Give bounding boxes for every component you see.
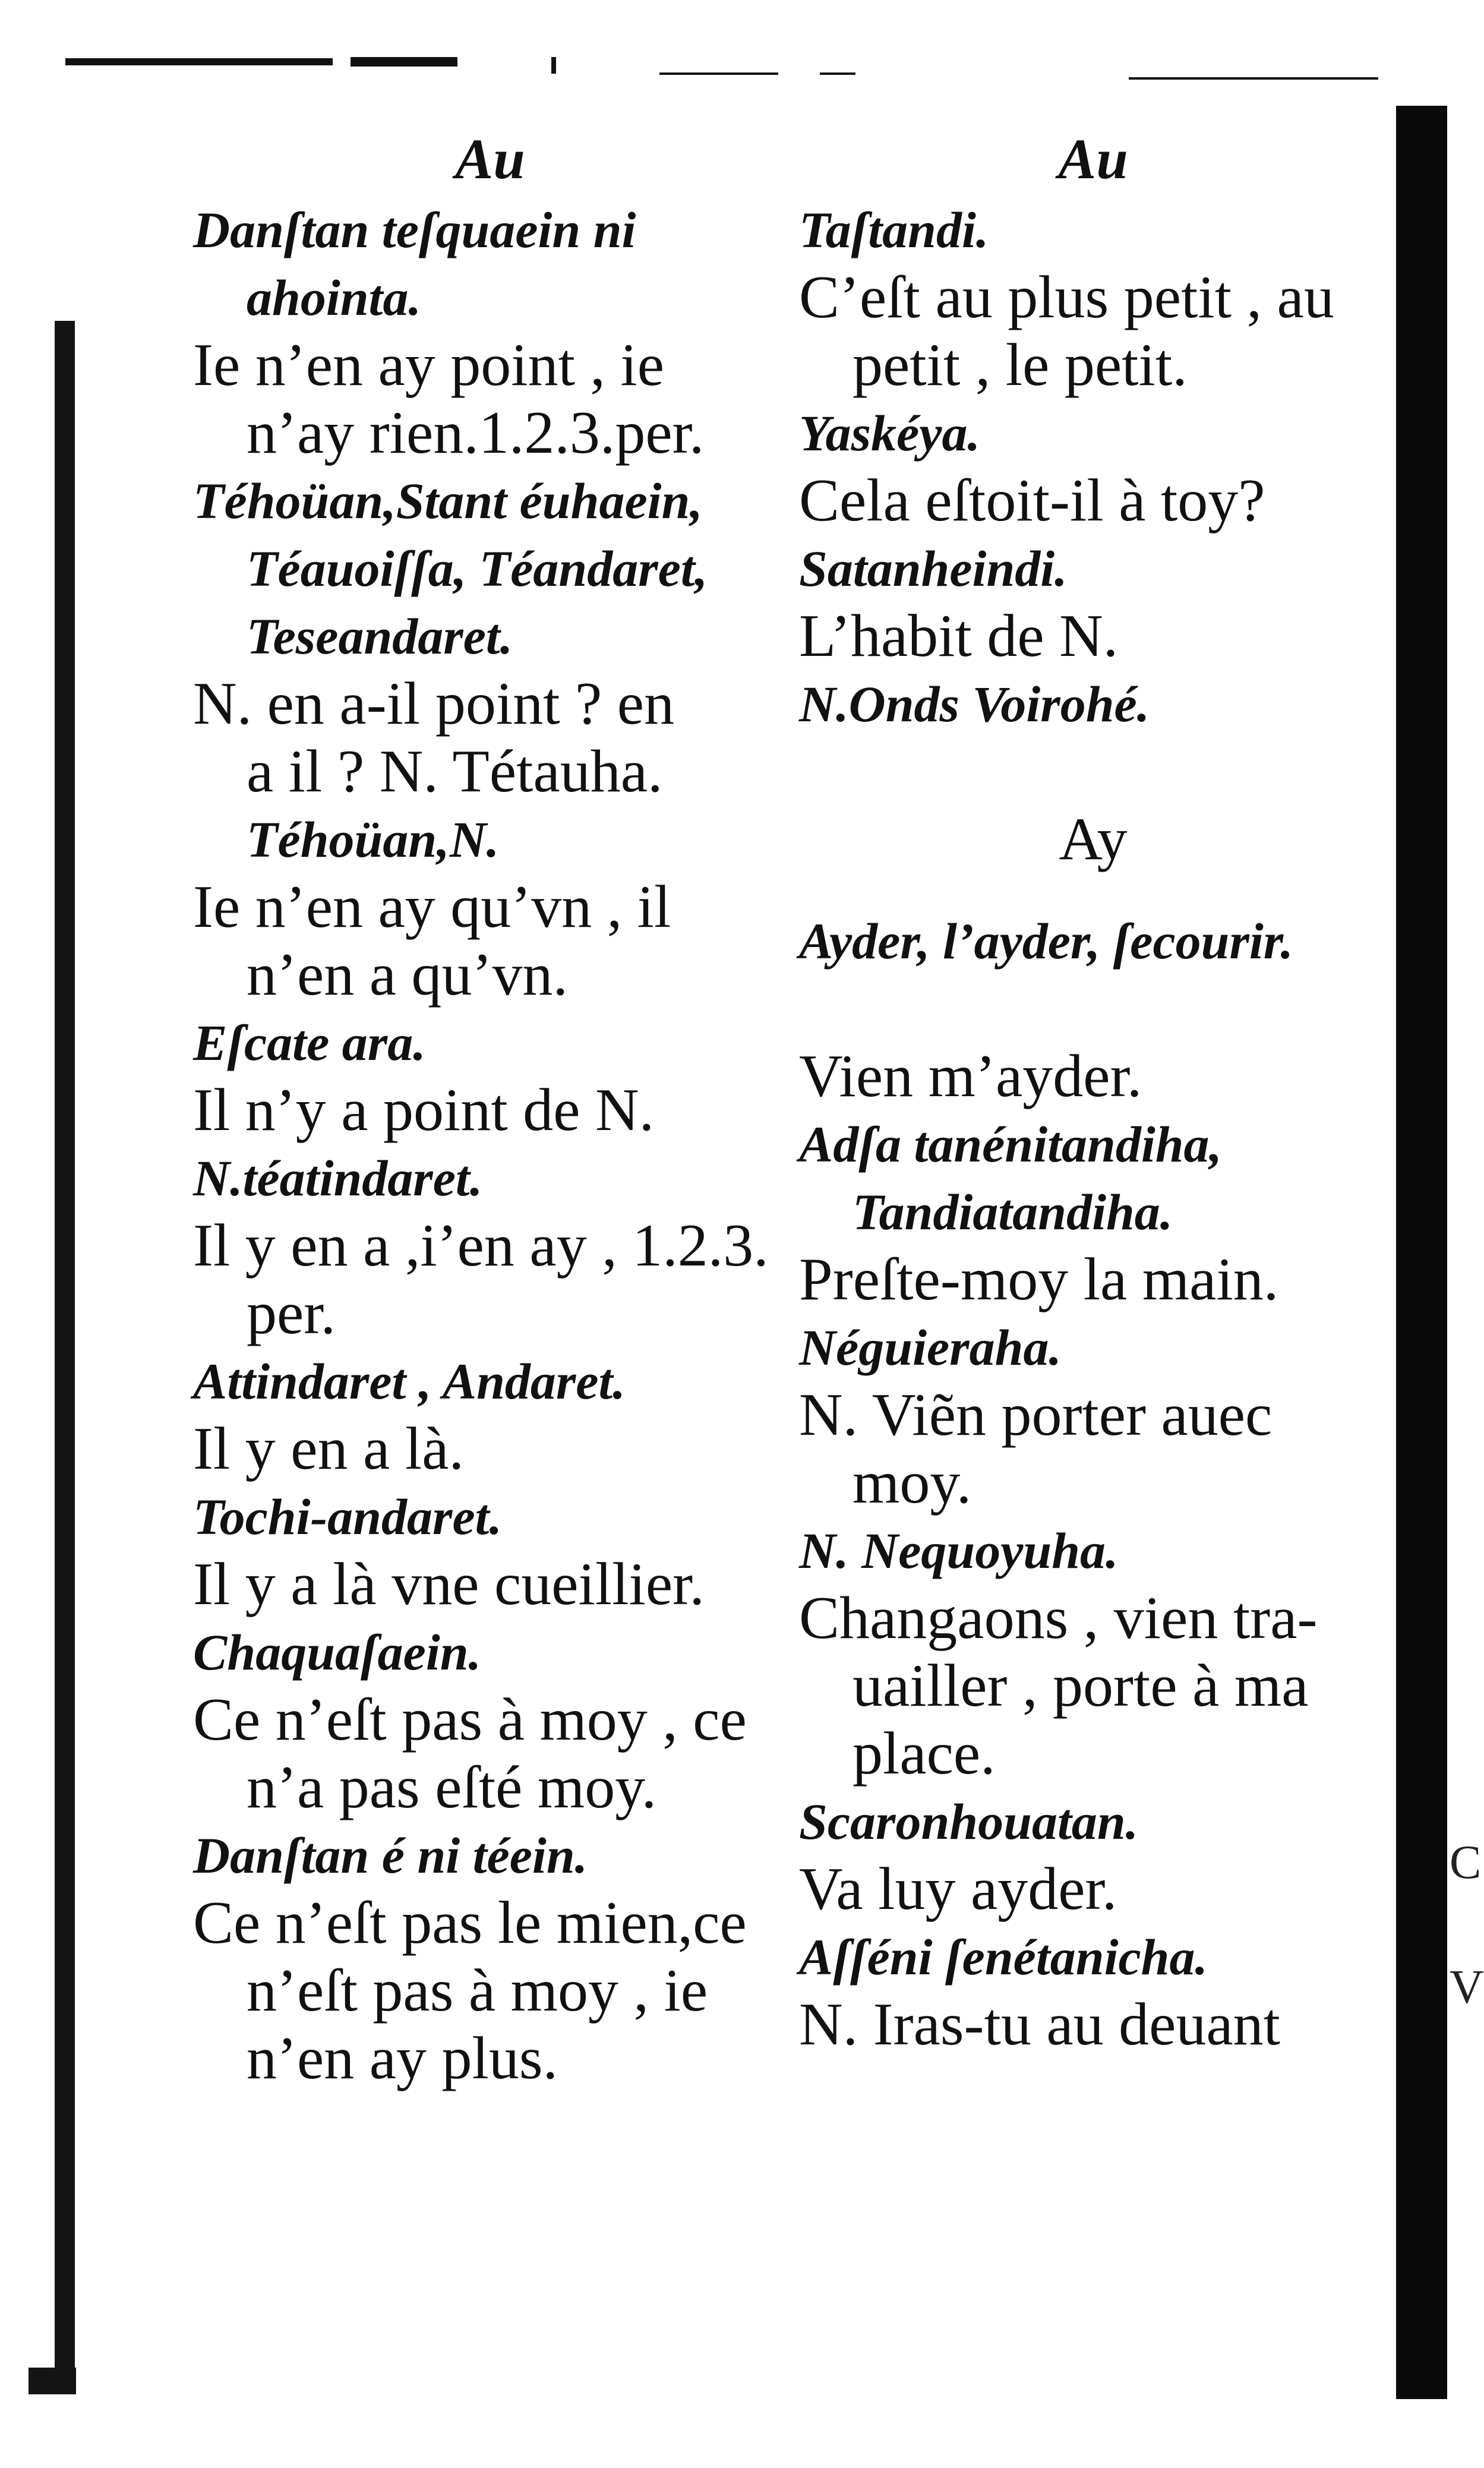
huron-line: Yaskéya. bbox=[799, 405, 980, 462]
french-line: per. bbox=[247, 1280, 336, 1347]
top-rule-4 bbox=[659, 72, 778, 75]
huron-phrase bbox=[193, 1144, 787, 1212]
entry-gap bbox=[799, 975, 1387, 1043]
french-line: Il y a là vne cueillier. bbox=[193, 1551, 705, 1618]
huron-phrase bbox=[799, 535, 1387, 602]
huron-phrase bbox=[799, 1110, 1387, 1246]
french-phrase bbox=[799, 1246, 1387, 1314]
huron-phrase bbox=[193, 1483, 787, 1551]
huron-line: N.Onds Voirohé. bbox=[799, 676, 1150, 733]
french-line: n’ay rien.1.2.3.per. bbox=[247, 399, 705, 466]
huron-phrase bbox=[193, 196, 787, 332]
french-line: n’eſt pas à moy , ie bbox=[247, 1957, 708, 2024]
french-line: L’habit de N. bbox=[799, 602, 1119, 670]
left-running-header: Au bbox=[455, 127, 525, 191]
french-line: Il y en a là. bbox=[193, 1415, 464, 1482]
huron-phrase bbox=[799, 1788, 1387, 1855]
french-phrase bbox=[799, 1585, 1387, 1788]
french-line: N. Viẽn porter auec bbox=[799, 1381, 1273, 1448]
huron-phrase bbox=[799, 1923, 1387, 1991]
huron-line: Tochi-andaret. bbox=[193, 1488, 503, 1545]
top-rule-1 bbox=[65, 58, 333, 65]
left-column bbox=[193, 122, 787, 2093]
huron-phrase bbox=[193, 1009, 787, 1077]
french-line: n’en ay plus. bbox=[247, 2025, 558, 2092]
huron-line: Chaquaſaein. bbox=[193, 1624, 482, 1681]
section-gap bbox=[799, 738, 1387, 806]
huron-line: N. Nequoyuha. bbox=[799, 1522, 1119, 1579]
margin-fragment-c: C bbox=[1450, 1836, 1482, 1889]
french-phrase bbox=[193, 670, 787, 806]
right-running-header: Au bbox=[1058, 127, 1128, 191]
huron-phrase bbox=[193, 1347, 787, 1415]
french-phrase bbox=[193, 1551, 787, 1618]
huron-line: Ayder, l’ayder, ſecourir. bbox=[799, 913, 1294, 970]
right-column-bottom bbox=[799, 907, 1387, 2059]
huron-line: Aſſéni ſenétanicha. bbox=[799, 1929, 1208, 1986]
left-scan-bar bbox=[55, 321, 75, 2394]
huron-line: Teseandaret. bbox=[247, 608, 513, 665]
french-phrase bbox=[193, 332, 787, 467]
huron-line: Tandiatandiha. bbox=[852, 1183, 1173, 1241]
huron-line: Satanheindi. bbox=[799, 540, 1068, 597]
french-phrase bbox=[193, 1077, 787, 1144]
huron-line: Danſtan é ni téein. bbox=[193, 1827, 588, 1884]
french-line: Va luy ayder. bbox=[799, 1855, 1117, 1923]
huron-phrase bbox=[799, 670, 1387, 738]
huron-line: Scaronhouatan. bbox=[799, 1793, 1139, 1850]
french-line: uailler , porte à ma bbox=[852, 1652, 1309, 1719]
top-rule-5 bbox=[820, 72, 855, 75]
left-column-body bbox=[193, 196, 787, 2093]
huron-phrase bbox=[799, 907, 1387, 975]
french-line: Cela eſtoit-il à toy? bbox=[799, 467, 1265, 534]
huron-line: Attindaret , Andaret. bbox=[193, 1353, 626, 1410]
right-column bbox=[799, 122, 1387, 2059]
french-phrase bbox=[193, 1889, 787, 2093]
huron-phrase bbox=[799, 196, 1387, 264]
huron-line: ahointa. bbox=[247, 269, 421, 326]
huron-line: Téhoüan,N. bbox=[247, 811, 500, 868]
huron-phrase bbox=[193, 1822, 787, 1889]
french-line: place. bbox=[852, 1720, 996, 1787]
section-heading-ay: Ay bbox=[1059, 806, 1128, 873]
french-line: Ce n’eſt pas le mien,ce bbox=[193, 1889, 747, 1956]
huron-line: N.téatindaret. bbox=[193, 1150, 483, 1207]
french-phrase bbox=[193, 1415, 787, 1483]
huron-phrase bbox=[193, 806, 787, 873]
left-scan-bar-foot bbox=[29, 2368, 76, 2394]
french-line: n’a pas eſté moy. bbox=[247, 1754, 657, 1821]
huron-line: Adſa tanénitandiha, bbox=[799, 1116, 1223, 1173]
french-phrase bbox=[799, 467, 1387, 535]
french-line: petit , le petit. bbox=[852, 332, 1188, 399]
french-line: Ce n’eſt pas à moy , ce bbox=[193, 1686, 747, 1753]
french-phrase bbox=[193, 1212, 787, 1347]
french-phrase bbox=[799, 1381, 1387, 1517]
french-line: Il n’y a point de N. bbox=[193, 1077, 655, 1144]
french-line: N. Iras-tu au deuant bbox=[799, 1991, 1281, 2058]
huron-line: Eſcate ara. bbox=[193, 1014, 426, 1071]
french-line: Ie n’en ay qu’vn , il bbox=[193, 873, 671, 941]
french-line: Changaons , vien tra- bbox=[799, 1585, 1318, 1652]
right-scan-bar bbox=[1396, 106, 1447, 2399]
french-phrase bbox=[799, 264, 1387, 399]
huron-line: Téauoiſſa, Téandaret, bbox=[247, 540, 708, 597]
french-line: N. en a-il point ? en bbox=[193, 670, 675, 737]
huron-phrase bbox=[799, 1314, 1387, 1381]
huron-phrase bbox=[799, 1517, 1387, 1585]
french-line: Vien m’ayder. bbox=[799, 1043, 1142, 1110]
top-rule-2 bbox=[351, 57, 457, 67]
section-gap-after bbox=[799, 873, 1387, 907]
huron-line: Néguieraha. bbox=[799, 1319, 1062, 1376]
huron-phrase bbox=[799, 399, 1387, 467]
huron-phrase bbox=[193, 1618, 787, 1686]
margin-fragment-v: V bbox=[1450, 1961, 1484, 2013]
huron-line: Taſtandi. bbox=[799, 201, 989, 258]
french-phrase bbox=[799, 1855, 1387, 1923]
french-line: Ie n’en ay point , ie bbox=[193, 332, 665, 399]
huron-line: Danſtan teſquaein ni bbox=[193, 201, 636, 258]
french-phrase bbox=[193, 873, 787, 1009]
french-phrase bbox=[799, 1991, 1387, 2059]
french-line: moy. bbox=[852, 1449, 972, 1516]
french-line: a il ? N. Tétauha. bbox=[247, 738, 663, 805]
right-column-top bbox=[799, 196, 1387, 738]
french-line: Preſte-moy la main. bbox=[799, 1246, 1279, 1313]
french-line: C’eſt au plus petit , au bbox=[799, 264, 1334, 331]
french-line: Il y en a ,i’en ay , 1.2.3. bbox=[193, 1212, 769, 1279]
top-rule-3 bbox=[551, 57, 556, 74]
french-phrase bbox=[193, 1686, 787, 1822]
french-line: n’en a qu’vn. bbox=[247, 941, 568, 1008]
french-phrase bbox=[799, 1043, 1387, 1110]
french-phrase bbox=[799, 602, 1387, 670]
huron-line: Téhoüan,Stant éuhaein, bbox=[193, 472, 703, 529]
huron-phrase bbox=[193, 467, 787, 670]
top-rule-6 bbox=[1129, 77, 1378, 80]
